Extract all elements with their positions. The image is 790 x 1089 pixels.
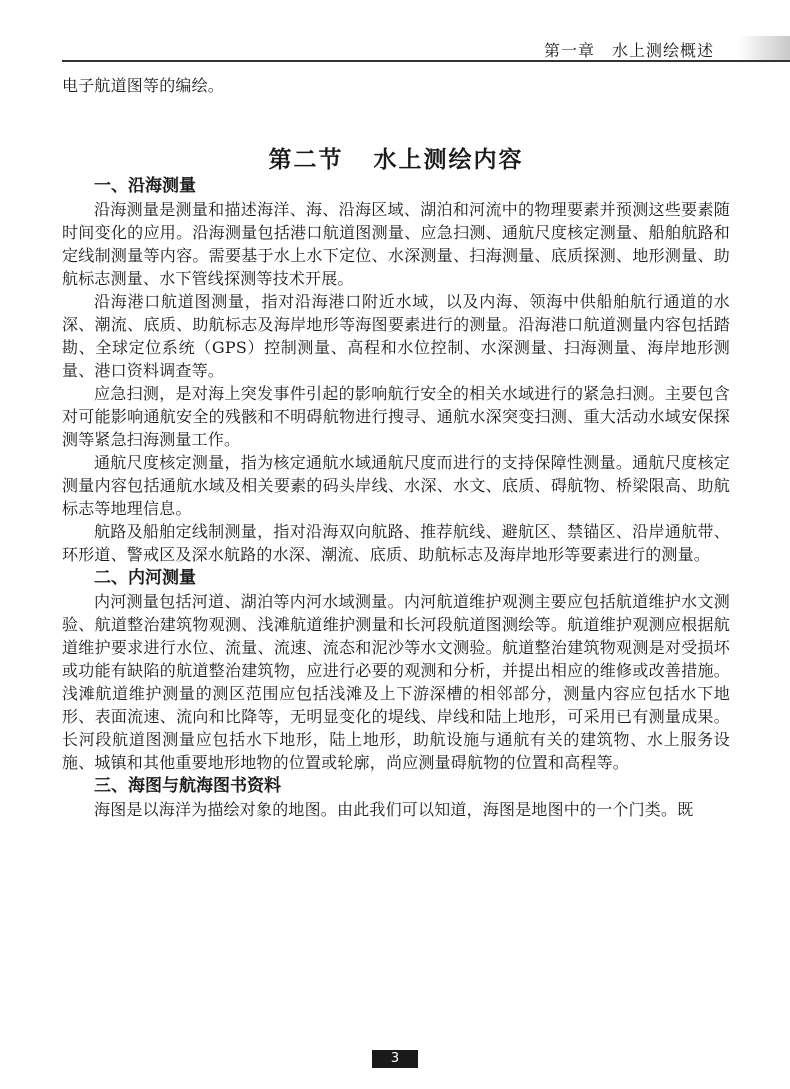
chapter-title: 第一章 水上测绘概述 <box>543 41 714 60</box>
page-content <box>62 74 730 821</box>
paragraph: 应急扫测，是对海上突发事件引起的影响航行安全的相关水域进行的紧急扫测。主要包含对可能影响通航安全的残骸和不明碍航物进行搜寻、通航水深突变扫测、重大活动水域安保探测等紧急扫海测量工作。 <box>62 384 730 449</box>
subsection-heading-inland: 二、内河测量 <box>94 568 196 588</box>
header-tab-decoration <box>738 36 790 60</box>
subsection-heading-charts: 三、海图与航海图书资料 <box>94 776 281 796</box>
subsection-heading-coastal: 一、沿海测量 <box>94 176 196 196</box>
section-number: 第二节 <box>268 147 344 173</box>
intro-line: 电子航道图等的编绘。 <box>62 76 225 95</box>
paragraph: 沿海测量是测量和描述海洋、海、沿海区域、湖泊和河流中的物理要素并预测这些要素随时间变化的应用。沿海测量包括港口航道图测量、应急扫测、通航尺度核定测量、船舶航路和定线制测量等内容。需要基于水上水下定位、水深测量、扫海测量、底质探测、地形测量、助航标志测量、水下管线探测等技术开展。 <box>62 200 730 288</box>
header-rule <box>62 60 790 62</box>
paragraph: 海图是以海洋为描绘对象的地图。由此我们可以知道，海图是地图中的一个门类。既 <box>94 800 694 819</box>
running-header <box>0 0 790 62</box>
paragraph: 通航尺度核定测量，指为核定通航水域通航尺度而进行的支持保障性测量。通航尺度核定测量内容包括通航水域及相关要素的码头岸线、水深、水文、底质、碍航物、桥梁限高、助航标志等地理信息。 <box>62 453 730 518</box>
paragraph: 航路及船舶定线制测量，指对沿海双向航路、推荐航线、避航区、禁锚区、沿岸通航带、环形道、警戒区及深水航路的水深、潮流、底质、助航标志及海岸地形等要素进行的测量。 <box>62 522 730 564</box>
paragraph: 内河测量包括河道、湖泊等内河水域测量。内河航道维护观测主要应包括航道维护水文测验、航道整治建筑物观测、浅滩航道维护测量和长河段航道图测绘等。航道维护观测应根据航道维护要求进行水位、流量、流速、流态和泥沙等水文测验。航道整治建筑物观测是对受损坏或功能有缺陷的航道整治建筑物，应进行必要的观测和分析，并提出相应的维修或改善措施。浅滩航道维护测量的测区范围应包括浅滩及上下游深槽的相邻部分，测量内容应包括水下地形、表面流速、流向和比降等，无明显变化的堤线、岸线和陆上地形，可采用已有测量成果。长河段航道图测量应包括水下地形，陆上地形，助航设施与通航有关的建筑物、水上服务设施、城镇和其他重要地形地物的位置或轮廓，尚应测量碍航物的位置和高程等。 <box>62 592 730 772</box>
page-number: 3 <box>372 1050 418 1068</box>
section-heading <box>62 141 730 174</box>
section-title: 水上测绘内容 <box>373 147 524 173</box>
paragraph: 沿海港口航道图测量，指对沿海港口附近水域，以及内海、领海中供船舶航行通道的水深、潮流、底质、助航标志及海岸地形等海图要素进行的测量。沿海港口航道测量内容包括踏勘、全球定位系统（GPS）控制测量、高程和水位控制、水深测量、扫海测量、海岸地形测量、港口资料调查等。 <box>62 292 730 380</box>
